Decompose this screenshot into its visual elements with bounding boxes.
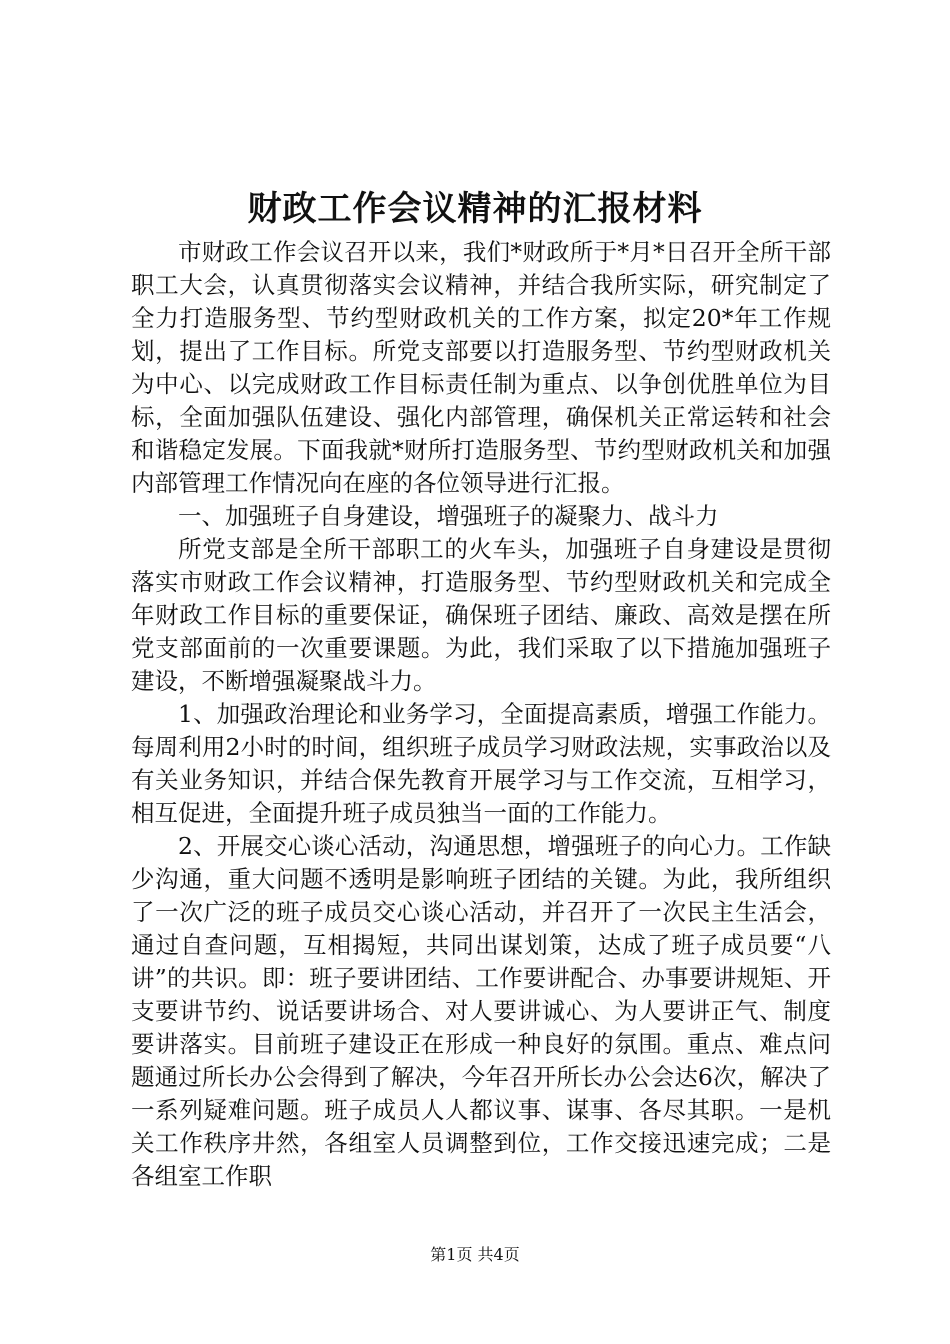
page-footer: 第1页 共4页 [430,1245,520,1264]
section-heading-1: 一、加强班子自身建设，增强班子的凝聚力、战斗力 [178,502,719,530]
paragraph-item-1: 1、加强政治理论和业务学习，全面提高素质，增强工作能力。每周利用2小时的时间，组织班子成员学习财政法规，实事政治以及有关业务知识，并结合保先教育开展学习与工作交流，互相学习，相互促进，全面提升班子成员独当一面的工作能力。 [131,700,831,827]
paragraph-intro: 市财政工作会议召开以来，我们*财政所于*月*日召开全所干部职工大会，认真贯彻落实会议精神，并结合我所实际，研究制定了全力打造服务型、节约型财政机关的工作方案，拟定20*年工作规划，提出了工作目标。所党支部要以打造服务型、节约型财政机关为中心、以完成财政工作目标责任制为重点、以争创优胜单位为目标，全面加强队伍建设、强化内部管理，确保机关正常运转和社会和谐稳定发展。下面我就*财所打造服务型、节约型财政机关和加强内部管理工作情况向在座的各位领导进行汇报。 [131,238,831,497]
document-body [131,236,831,1193]
paragraph-item-2: 2、开展交心谈心活动，沟通思想，增强班子的向心力。工作缺少沟通，重大问题不透明是影响班子团结的关键。为此，我所组织了一次广泛的班子成员交心谈心活动，并召开了一次民主生活会，通过自查问题，互相揭短，共同出谋划策，达成了班子成员要“八讲”的共识。即：班子要讲团结、工作要讲配合、办事要讲规矩、开支要讲节约、说话要讲场合、对人要讲诚心、为人要讲正气、制度要讲落实。目前班子建设正在形成一种良好的氛围。重点、难点问题通过所长办公会得到了解决，今年召开所长办公会达6次，解决了一系列疑难问题。班子成员人人都议事、谋事、各尽其职。一是机关工作秩序井然，各组室人员调整到位，工作交接迅速完成；二是各组室工作职 [131,832,831,1190]
paragraph-section-1: 所党支部是全所干部职工的火车头，加强班子自身建设是贯彻落实市财政工作会议精神，打造服务型、节约型财政机关和完成全年财政工作目标的重要保证，确保班子团结、廉政、高效是摆在所党支部面前的一次重要课题。为此，我们采取了以下措施加强班子建设，不断增强凝聚战斗力。 [131,535,831,695]
document-title: 财政工作会议精神的汇报材料 [247,189,703,229]
